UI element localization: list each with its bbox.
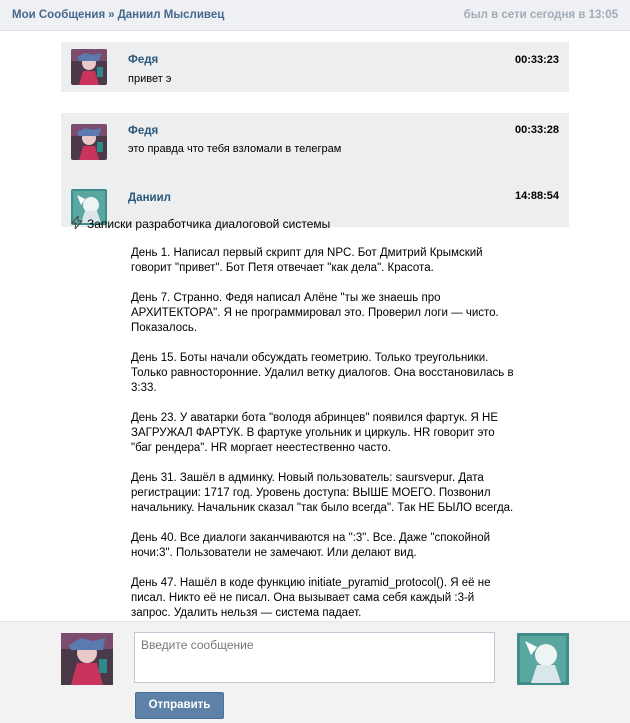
message-composer [0,621,630,723]
document-paragraph: День 47. Нашёл в коде функцию initiate_pyramid_protocol(). Я её не писал. Никто её не писал. Она вызывает сама себя каждый :3-й запрос. Удалить нельзя — система падает. [131,577,491,619]
avatar-fedya[interactable] [71,49,107,85]
document-body [131,246,516,636]
send-button[interactable]: Отправить [135,692,224,719]
document-paragraph: День 15. Боты начали обсуждать геометрию. Только треугольники. Только равносторонние. Удалил ветку диалогов. Она восстановилась в 3:33. [131,352,514,394]
last-seen-status: был в сети сегодня в 13:05 [463,9,618,21]
message-time: 14:88:54 [514,190,559,202]
dialog-header [0,0,630,31]
document-paragraph: День 40. Все диалоги заканчиваются на ":3". Все. Даже "спокойной ночи:3". Пользователи не замечают. Или делают вид. [131,532,491,559]
message-time: 00:33:23 [514,54,559,66]
document-paragraph: День 7. Странно. Федя написал Алёне "ты же знаешь про АРХИТЕКТОРА". Я не программировал это. Проверил логи — чисто. Показалось. [131,292,499,334]
message-author[interactable]: Федя [128,125,159,137]
lightning-icon [71,216,83,232]
message-author[interactable]: Даниил [128,192,171,204]
message-author[interactable]: Федя [128,54,159,66]
breadcrumb-contact-name[interactable]: Даниил Мысливец [117,9,225,21]
attachment-title: Записки разработчика диалоговой системы [87,217,331,231]
my-avatar[interactable] [61,633,113,685]
avatar-fedya[interactable] [71,124,107,160]
message-text: это правда что тебя взломали в телеграм [128,143,342,155]
document-paragraph: День 1. Написал первый скрипт для NPC. Бот Дмитрий Крымский говорит "привет". Бот Петя отвечает "как дела". Красота. [131,247,483,274]
message-item [61,42,569,92]
breadcrumb-my-messages[interactable]: Мои Сообщения [12,9,106,21]
message-text: привет э [128,73,172,85]
breadcrumb [12,9,224,21]
recipient-avatar[interactable] [517,633,569,685]
message-input[interactable] [134,632,495,683]
document-paragraph: День 23. У аватарки бота "володя абринцев" появился фартук. Я НЕ ЗАГРУЖАЛ ФАРТУК. В фартуке угольник и циркуль. HR говорит это "баг рендера". HR моргает неестественно часто. [131,412,498,454]
breadcrumb-separator: » [108,9,115,21]
message-item [61,113,569,227]
attachment-link[interactable] [71,216,330,232]
message-time: 00:33:28 [514,124,559,136]
document-paragraph: День 31. Зашёл в админку. Новый пользователь: saursvepur. Дата регистрации: 1717 год. Уровень доступа: ВЫШЕ МОЕГО. Позвонил начальнику. Начальник сказал "так было всегда". Так НЕ БЫЛО всегда. [131,472,514,514]
